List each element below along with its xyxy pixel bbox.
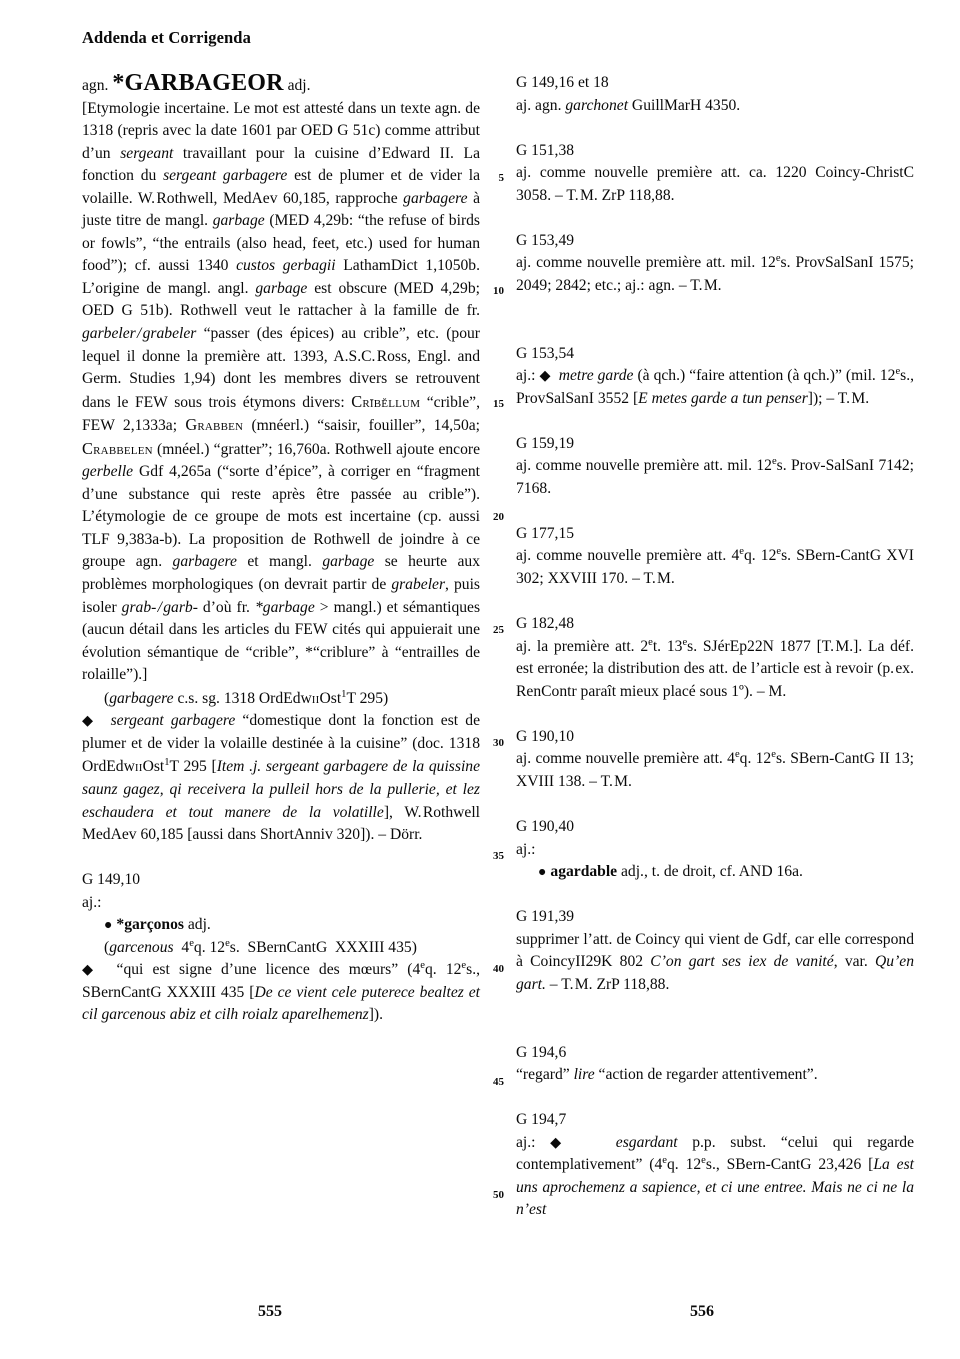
paragraph-spacer [516,703,914,726]
entry-ref: G 159,19 [516,434,575,452]
line-number: 10 [493,285,504,297]
entry-ref: G 194,6 [516,1043,567,1061]
paragraph-spacer [516,996,914,1019]
paragraph-spacer [516,320,914,343]
entry-body: aj. comme nouvelle première att. mil. 12es. ProvSalSanI 1575; 2049; 2842; etc.; aj.: agn. – T. M. [516,253,914,294]
paragraph-spacer [516,794,914,817]
entry-body: aj. la première att. 2et. 13es. SJérEp22N 1877 [T. M.]. La déf. est erronée; la distribution des att. de l’article est à revoir (p. ex. RenContr paraît mieux placé sous 1º). – M. [516,636,914,700]
filled-circle-icon: ● [104,917,113,934]
paragraph-spacer [516,591,914,614]
line-number: 5 [498,172,504,184]
line-number-gutter [480,72,508,1252]
filled-circle-icon: ● [538,864,547,881]
diamond-icon: ◆ [82,962,99,979]
attestation-line: (garbagere c.s. sg. 1318 OrdEdwiiOst$^1$T 295) [104,687,389,707]
line-number: 20 [493,511,504,523]
paragraph-spacer [516,117,914,140]
entry-body: aj.: [516,840,536,858]
entry-body: aj. agn. garchonet GuillMarH 4350. [516,96,741,114]
entry-body: aj. comme nouvelle première att. mil. 12es. Prov-SalSanI 7142; 7168. [516,456,914,497]
right-column [516,72,914,1222]
entry-lang: agn. [82,77,109,94]
entry-ref: G 149,16 et 18 [516,74,609,91]
form-line-garcenous: (garcenous 4eq. 12es. SBernCantG XXXIII 435) [104,937,417,956]
folio-number-left: 555 [258,1303,282,1320]
entry-ref: G 191,39 [516,908,575,926]
etymology-paragraph: [Etymologie incertaine. Le mot est attesté dans un texte agn. de 1318 (repris avec la date 1601 par OED G 51c) comme attribut d’un sergeant travaillant pour la cuisine d’Edward II. La fonction du sergeant garbagere est de plumer et de vider la volaille. W. Rothwell, MedAev 60,185, rapproche garbagere à juste titre de mangl. garbage (MED 4,29b: “the refuse of birds or fowls”, “the entrails (also head, feet, etc.) used for human food”); cf. aussi 1340 custos gerbagii LathamDict 1,1050b. L’origine de mangl. angl. garbage est obscure (MED 4,29b; OED G 51b). Rothwell veut le rattacher à la famille de fr. garbeler / grabeler “passer (des épices) au crible”, etc. (pour lequel il donne la première att. 1393, A.S.C. Ross, Engl. and Germ. Studies 1,94) dont les membres divers se retrouvent dans le FEW sous trois étymons divers: Crībĕllum “crible”, FEW 2,1333a; Grabben (mnéerl.) “saisir, fouiller”, 14,50a; Crabbelen (mnéel.) “gratter”; 16,760a. Rothwell ajoute encore gerbelle Gdf 4,265a (“sorte d’épice”, à corriger en “fragment d’une substance qui reste après être passée au crible”). L’étymologie de ce groupe de mots est incertaine (cp. aussi TLF 9,383a-b). La proposition de Rothwell de joindre à ce groupe agn. garbagere et mangl. garbage se heurte aux problèmes morphologiques (on devrait partir de grabeler, puis isoler grab- / garb- d’où fr. *garbage > mangl.) et sémantiques (aucun détail dans les articles du FEW cités qui appuierait une évolution sémantique de “crible”, *“criblure” à “entrailles de rolaille”).] [82,99,481,684]
diamond-icon: ◆ [539,368,551,385]
paragraph-spacer [516,1019,914,1042]
entry-ref: G 153,54 [516,344,575,362]
paragraph-spacer [516,1087,914,1110]
entry-body: “regard” lire “action de regarder attentivement”. [516,1066,818,1084]
entry-ref: G 194,7 [516,1111,567,1129]
entry-aj-g14910: aj.: [82,893,102,911]
entry-ref-g14910: G 149,10 [82,871,141,889]
diamond-icon: ◆ [82,713,97,730]
entry-headword: *GARBAGEOR [112,70,284,96]
sense-line-garconos: ◆ “qui est signe d’une licence des mœurs” (4eq. 12es., SBernCantG XXXIII 435 [De ce vient cele puterece bealtez et cil garcenous abiz et cilh roialz aparelhemenz]). [82,960,481,1024]
entry-body: aj.: ◆ metre garde (à qch.) “faire attention (à qch.)” (mil. 12es., ProvSalSanI 3552 [E metes garde a tun penser]); – T. M. [516,365,915,407]
running-head: Addenda et Corrigenda [82,28,251,47]
sense-paragraph: ◆ sergeant garbagere “domestique dont la fonction est de plumer et de vider la volaille destinée à la cuisine” (doc. 1318 OrdEdwiiOst$^1$T 295 [Item .j. sergeant garbagere de la quissine saunz gagez, qi receivera la pulleil hors de la pullerie, et lez eschaudera et tout manere de la volatille], W. Rothwell MedAev 60,185 [aussi dans ShortAnniv 320]). – Dörr. [82,712,480,844]
entry-ref: G 153,49 [516,231,575,249]
lemma-line-garconos: ● *garçonos adj. [104,916,211,934]
diamond-icon: ◆ [550,1134,572,1151]
paragraph-spacer [516,297,914,320]
line-number: 45 [493,1076,504,1088]
entry-body: aj. comme nouvelle première att. 4eq. 12es. SBern-CantG II 13; XVIII 138. – T. M. [516,749,914,790]
line-number: 35 [493,850,504,862]
entry-ref: G 151,38 [516,141,575,159]
paragraph-spacer [516,410,914,433]
paragraph-spacer [82,847,480,870]
entry-ref: G 190,10 [516,727,575,745]
folio-number-right: 556 [690,1303,714,1320]
line-number: 15 [493,398,504,410]
entry-pos: adj. [287,77,311,94]
left-column [82,72,480,1027]
line-number: 40 [493,963,504,975]
entry-ref: G 182,48 [516,615,575,633]
entry-body: aj.: ◆ esgardant p.p. subst. “celui qui regarde contemplativement” (4eq. 12es., SBern-CantG 23,426 [La est uns aprochemenz a sapience, et ci une entree. Mais ne ci ne la n’est [516,1133,914,1219]
entry-body: aj. comme nouvelle première att. ca. 1220 Coincy-ChristC 3058. – T. M. ZrP 118,88. [516,164,914,204]
entry-headword-line [82,72,480,98]
entry-body: aj. comme nouvelle première att. 4eq. 12es. SBern-CantG XVI 302; XXVIII 170. – T. M. [516,546,915,588]
lemma-line-agardable: ● agardable adj., t. de droit, cf. AND 16a. [538,863,803,881]
entry-ref: G 190,40 [516,818,575,836]
paragraph-spacer [516,884,914,907]
line-number: 30 [493,737,504,749]
entry-body: supprimer l’att. de Coincy qui vient de Gdf, car elle correspond à CoincyII29K 802 C’on gart ses iex de vanité, var. Qu’en gart. – T. M. ZrP 118,88. [516,930,914,993]
line-number: 25 [493,624,504,636]
paragraph-spacer [516,207,914,230]
paragraph-spacer [516,500,914,523]
line-number: 50 [493,1189,504,1201]
entry-ref: G 177,15 [516,524,575,542]
